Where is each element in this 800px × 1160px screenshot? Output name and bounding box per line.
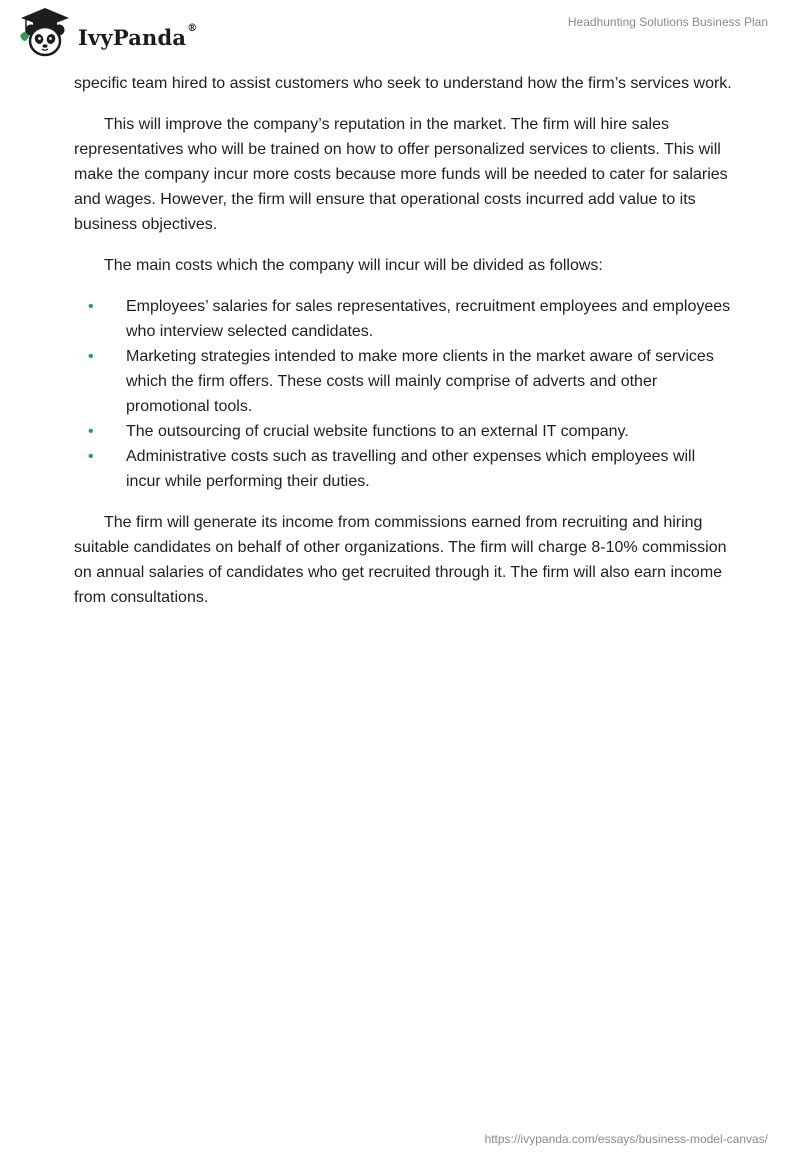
list-item-text: Administrative costs such as travelling and other expenses which employees will incur while performing their duties. bbox=[126, 448, 696, 490]
list-item bbox=[74, 444, 734, 494]
bullet-icon: • bbox=[88, 298, 94, 315]
document-title: Headhunting Solutions Business Plan bbox=[567, 15, 768, 29]
source-url-link[interactable]: https://ivypanda.com/essays/business-model-canvas/ bbox=[484, 1132, 768, 1146]
cost-list bbox=[74, 294, 734, 494]
paragraph-costs-intro: The main costs which the company will incur will be divided as follows: bbox=[104, 257, 603, 274]
document-body bbox=[74, 71, 734, 626]
list-item bbox=[74, 344, 734, 419]
panda-logo-icon bbox=[14, 6, 76, 62]
list-item-text: Marketing strategies intended to make more clients in the market aware of services which the firm offers. These costs will mainly comprise of adverts and other promotional tools. bbox=[126, 348, 714, 415]
paragraph-reputation: This will improve the company’s reputation in the market. The firm will hire sales representatives who will be trained on how to offer personalized services to clients. This will make the company incur more costs because more funds will be needed to cater for salaries and wages. However, the firm will ensure that operational costs incurred add value to its business objectives. bbox=[74, 116, 728, 233]
ivypanda-logo[interactable] bbox=[14, 6, 197, 62]
registered-mark: ® bbox=[187, 22, 198, 34]
list-item bbox=[74, 294, 734, 344]
page-header bbox=[0, 0, 800, 70]
bullet-icon: • bbox=[88, 448, 94, 465]
brand-name: IvyPanda® bbox=[78, 22, 198, 50]
paragraph-continued: specific team hired to assist customers who seek to understand how the firm’s services work. bbox=[74, 75, 732, 92]
bullet-icon: • bbox=[88, 423, 94, 440]
paragraph-income: The firm will generate its income from commissions earned from recruiting and hiring suitable candidates on behalf of other organizations. The firm will charge 8-10% commission on annual salaries of candidates who get recruited through it. The firm will also earn income from consultations. bbox=[74, 514, 727, 606]
list-item bbox=[74, 419, 734, 444]
list-item-text: Employees’ salaries for sales representatives, recruitment employees and employees who interview selected candidates. bbox=[126, 298, 731, 340]
list-item-text: The outsourcing of crucial website functions to an external IT company. bbox=[126, 423, 629, 440]
bullet-icon: • bbox=[88, 348, 94, 365]
